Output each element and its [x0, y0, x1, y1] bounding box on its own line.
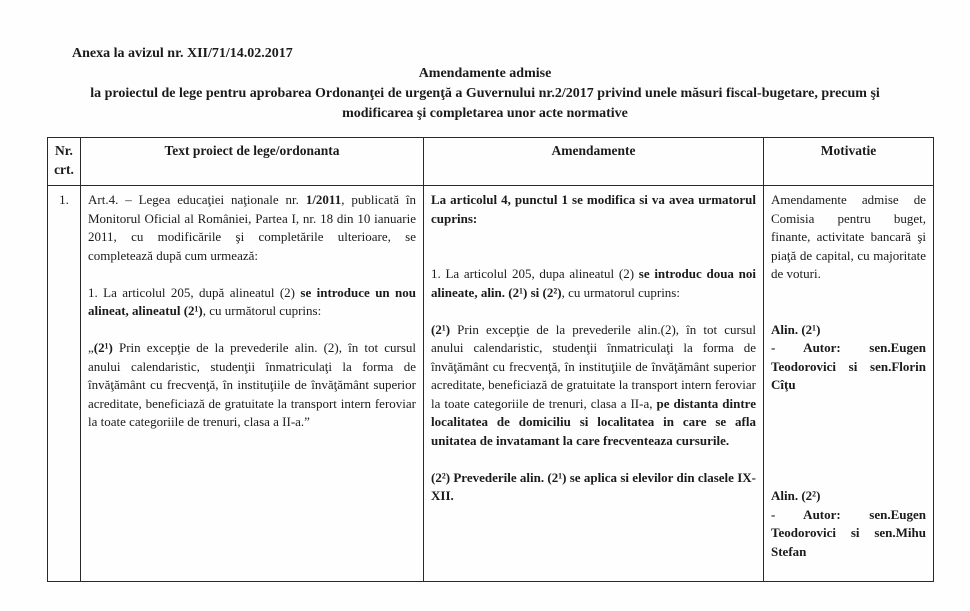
- blank-line: [771, 432, 926, 451]
- paragraph: Amendamente admise de Comisia pentru buget, finante, activitate bancară şi piaţă de capital, cu majoritate de voturi.: [771, 192, 926, 281]
- blank-line: [771, 450, 926, 469]
- blank-line: [771, 413, 926, 432]
- blank-line: [88, 265, 416, 284]
- row-number: 1.: [48, 186, 81, 582]
- column-header-motivatie: Motivatie: [764, 138, 934, 186]
- column-header-nr-crt: Nr. crt.: [48, 138, 81, 186]
- blank-line: [771, 469, 926, 488]
- annex-reference: Anexa la avizul nr. XII/71/14.02.2017: [72, 46, 293, 61]
- amendments-table: [47, 137, 934, 582]
- paragraph: 1. La articolul 205, dupa alineatul (2) se introduc doua noi alineate, alin. (2¹) si (2²), cu urmatorul cuprins:: [431, 266, 756, 300]
- blank-line: [771, 395, 926, 414]
- document-title: Amendamente admise: [418, 66, 552, 81]
- amendment-text-cell: [424, 186, 763, 581]
- column-header-amendamente: Amendamente: [424, 138, 764, 186]
- paragraph: (2²) Prevederile alin. (2¹) se aplica si elevilor din clasele IX-XII.: [431, 469, 756, 503]
- column-header-text-proiect: Text proiect de lege/ordonanta: [81, 138, 424, 186]
- blank-line: [431, 247, 756, 266]
- table-header-row: [48, 138, 934, 186]
- blank-line: [88, 321, 416, 340]
- paragraph: 1. La articolul 205, după alineatul (2) se introduce un nou alineat, alineatul (2¹), cu următorul cuprins:: [88, 284, 416, 318]
- document-subtitle: la proiectul de lege pentru aprobarea Ordonanţei de urgenţă a Guvernului nr.2/2017 privind unele măsuri fiscal-bugetare, precum şi modificarea şi completarea unor acte normative: [90, 86, 880, 121]
- blank-line: [431, 450, 756, 469]
- paragraph: Alin. (2²): [771, 488, 821, 503]
- blank-line: [771, 302, 926, 321]
- paragraph: Alin. (2¹): [771, 321, 821, 337]
- motivation-cell: [764, 186, 933, 581]
- paragraph: - Autor: sen.Eugen Teodorovici si sen.Mihu Stefan: [771, 506, 926, 559]
- law-text-cell: [81, 186, 423, 581]
- blank-line: [771, 284, 926, 303]
- paragraph: (2¹) Prin excepţie de la prevederile alin.(2), în tot cursul anului calendaristic, studenţii înmatriculaţi la forma de învăţământ cu frecvenţă, în instituţiile de învăţământ superior acreditate, beneficiază de gratuitate la transport intern feroviar la toate categoriile de trenuri, clasa a II-a, pe distanta dintre localitatea de domiciliu si localitatea in care se afla unitatea de invatamant la care frecventeaza cursurile.: [431, 321, 756, 448]
- blank-line: [431, 302, 756, 321]
- paragraph: Art.4. – Legea educaţiei naţionale nr. 1/2011, publicată în Monitorul Oficial al României, Partea I, nr. 18 din 10 ianuarie 2011, cu modificările şi completările ulterioare, se completează după cum urmează:: [88, 192, 416, 263]
- paragraph: - Autor: sen.Eugen Teodorovici si sen.Florin Cîţu: [771, 340, 926, 392]
- amendment-table-row: [48, 186, 934, 582]
- paragraph: „(2¹) Prin excepţie de la prevederile alin. (2), în tot cursul anului calendaristic, studenţii înmatriculaţi la forma de învăţământ cu frecvenţă, în instituţiile de învăţământ superior acreditate, beneficiază de gratuitate la transport intern feroviar la toate categoriile de trenuri, clasa a II-a.”: [88, 340, 416, 429]
- paragraph: La articolul 4, punctul 1 se modifica si va avea urmatorul cuprins:: [431, 192, 756, 226]
- blank-line: [431, 228, 756, 247]
